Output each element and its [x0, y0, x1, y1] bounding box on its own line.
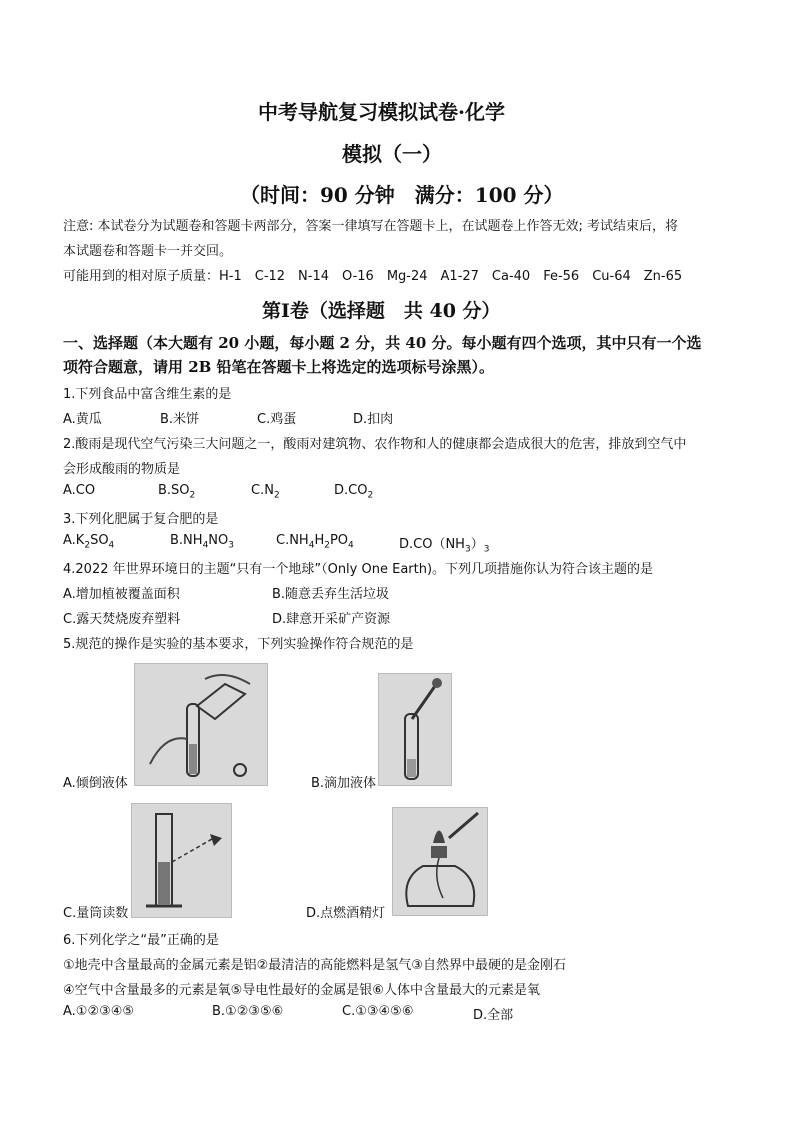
- formula-text: SO: [90, 533, 109, 548]
- question-1-option-b: B.米饼: [160, 412, 200, 427]
- question-1-option-a: A.黄瓜: [63, 412, 102, 427]
- subscript: 2: [273, 490, 280, 501]
- question-5-option-d: D.点燃酒精灯: [306, 906, 386, 921]
- subscript: 3: [228, 540, 234, 551]
- question-3-option-d: [399, 533, 489, 555]
- question-2-option-b: [158, 483, 195, 501]
- formula-text: NO: [208, 533, 229, 548]
- question-3-option-a: [63, 533, 114, 551]
- question-6-stem: 6.下列化学之“最”正确的是: [63, 933, 219, 948]
- page-subtitle: 模拟（一）: [342, 142, 442, 166]
- question-2-option-c: [251, 483, 280, 501]
- question-5-option-b: B.滴加液体: [311, 776, 377, 791]
- formula-text: ）: [470, 537, 484, 552]
- dropper-illustration: [379, 674, 451, 785]
- formula-text: B.NH: [170, 533, 203, 548]
- question-1-stem: 1.下列食品中富含维生素的是: [63, 387, 232, 402]
- subscript: 2: [324, 540, 330, 551]
- question-6-statements-2: ④空气中含量最多的元素是氧⑤导电性最好的金属是银⑥人体中含量最大的元素是氧: [63, 983, 540, 998]
- question-4-stem: 4.2022 年世界环境日的主题“只有一个地球”（Only One Earth)。下列几项措施你认为符合该主题的是: [63, 562, 654, 577]
- section-instruction-1: 一、选择题（本大题有 20 小题，每小题 2 分，共 40 分。每小题有四个选项，其中只有一个选: [63, 334, 702, 352]
- subscript: 2: [367, 490, 374, 501]
- formula-text: C.NH: [276, 533, 309, 548]
- question-6-statements-1: ①地壳中含量最高的金属元素是铝②最清洁的高能燃料是氢气③自然界中最硬的是金刚石: [63, 958, 566, 973]
- notice-line-1: 注意: 本试卷分为试题卷和答题卡两部分，答案一律填写在答题卡上，在试题卷上作答无效; 考试结束后，将: [63, 219, 679, 234]
- question-5-option-c: C.量筒读数: [63, 906, 129, 921]
- question-2-stem-1: 2.酸雨是现代空气污染三大问题之一，酸雨对建筑物、农作物和人的健康都会造成很大的危害，排放到空气中: [63, 437, 687, 452]
- subscript: 4: [308, 540, 315, 551]
- atomic-masses: 可能用到的相对原子质量：H-1 C-12 N-14 O-16 Mg-24 A1-27 Ca-40 Fe-56 Cu-64 Zn-65: [63, 269, 683, 284]
- question-3-stem: 3.下列化肥属于复合肥的是: [63, 512, 219, 527]
- subscript: 4: [202, 540, 209, 551]
- question-2-option-d: [334, 483, 373, 501]
- formula-text: A.K: [63, 533, 85, 548]
- question-2-stem-2: 会形成酸雨的物质是: [63, 462, 181, 477]
- subscript: 2: [189, 490, 196, 501]
- question-5-option-a: A.倾倒液体: [63, 776, 128, 791]
- section-instruction-2: 项符合题意，请用 2B 铅笔在答题卡上将选定的选项标号涂黑）。: [63, 358, 495, 376]
- question-4-option-b: B.随意丢弃生活垃圾: [272, 587, 390, 602]
- formula-text: D.CO: [334, 483, 368, 498]
- subscript: 3: [464, 544, 471, 555]
- pouring-liquid-illustration: [135, 664, 267, 785]
- question-4-option-a: A.增加植被覆盖面积: [63, 587, 180, 602]
- dropping-liquid-figure: [378, 673, 452, 786]
- formula-text: PO: [329, 533, 349, 548]
- formula-text: B.SO: [158, 483, 190, 498]
- question-6-option-a: A.①②③④⑤: [63, 1004, 135, 1019]
- question-4-option-c: C.露天焚烧废弃塑料: [63, 612, 181, 627]
- notice-line-2: 本试题卷和答题卡一并交回。: [63, 244, 233, 259]
- question-3-option-b: [170, 533, 234, 551]
- subscript: 4: [108, 540, 115, 551]
- alcohol-lamp-illustration: [393, 808, 487, 915]
- subscript: 3: [483, 544, 490, 555]
- page-title: 中考导航复习模拟试卷·化学: [258, 100, 505, 124]
- question-6-option-c: C.①③④⑤⑥: [342, 1004, 414, 1019]
- question-1-option-d: D.扣肉: [353, 412, 394, 427]
- graduated-cylinder-illustration: [132, 804, 231, 917]
- formula-text: C.N: [251, 483, 274, 498]
- section-heading: 第Ⅰ卷（选择题 共 40 分）: [262, 300, 501, 322]
- question-1-option-c: C.鸡蛋: [257, 412, 297, 427]
- pouring-liquid-figure: [134, 663, 268, 786]
- question-6-option-d: D.全部: [473, 1008, 514, 1023]
- formula-text: D.CO（NH: [399, 537, 465, 552]
- subscript: 2: [84, 540, 91, 551]
- formula-text: H: [314, 533, 325, 548]
- alcohol-lamp-figure: [392, 807, 488, 916]
- question-4-option-d: D.肆意开采矿产资源: [272, 612, 391, 627]
- subscript: 4: [348, 540, 354, 551]
- question-3-option-c: [276, 533, 354, 551]
- graduated-cylinder-figure: [131, 803, 232, 918]
- question-5-stem: 5.规范的操作是实验的基本要求，下列实验操作符合规范的是: [63, 637, 414, 652]
- question-2-option-a: A.CO: [63, 483, 96, 498]
- time-info: （时间：90 分钟 满分：100 分）: [240, 183, 564, 207]
- question-6-option-b: B.①②③⑤⑥: [212, 1004, 284, 1019]
